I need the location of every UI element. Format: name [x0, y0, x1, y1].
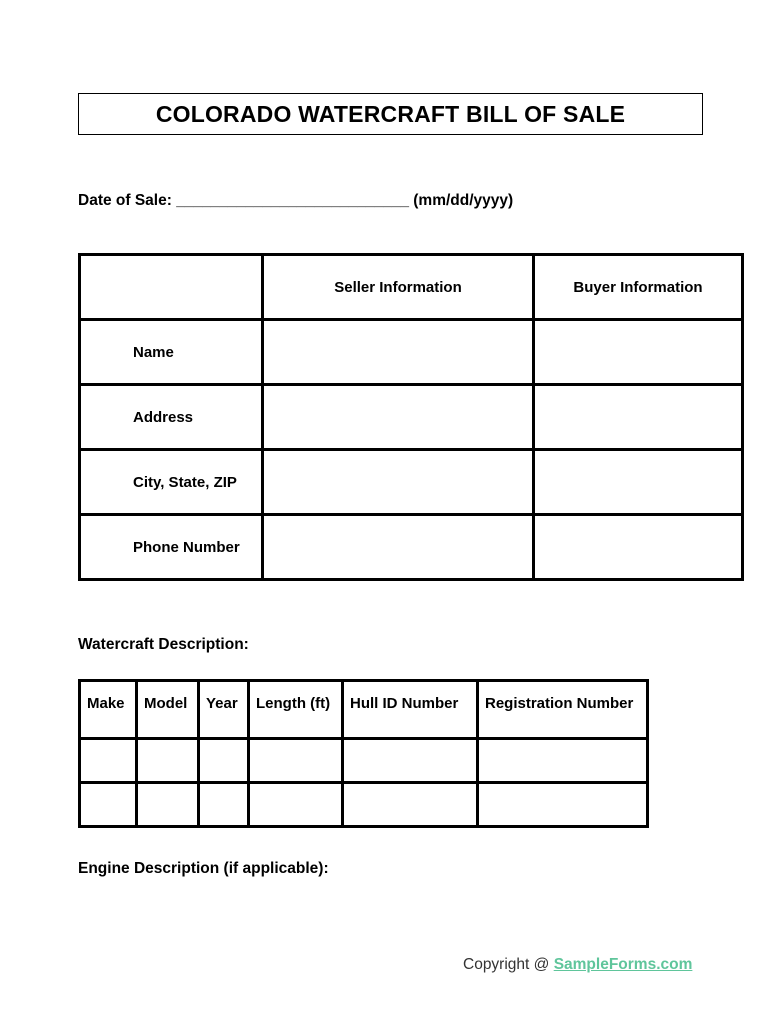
phone-number-row	[80, 515, 743, 580]
model-cell[interactable]	[137, 739, 199, 783]
buyer-information-header: Buyer Information	[534, 255, 743, 320]
parties-corner-cell	[80, 255, 263, 320]
make-header: Make	[80, 681, 137, 739]
hull-id-cell[interactable]	[343, 739, 478, 783]
name-row	[80, 320, 743, 385]
parties-header-row	[80, 255, 743, 320]
copyright-prefix: Copyright @	[463, 956, 554, 973]
phone-number-label: Phone Number	[80, 515, 263, 580]
hull-id-header: Hull ID Number	[343, 681, 478, 739]
make-cell[interactable]	[80, 739, 137, 783]
buyer-name-field[interactable]	[534, 320, 743, 385]
buyer-address-field[interactable]	[534, 385, 743, 450]
parties-table	[78, 253, 744, 581]
watercraft-table	[78, 679, 649, 828]
model-header: Model	[137, 681, 199, 739]
seller-name-field[interactable]	[263, 320, 534, 385]
seller-city-state-zip-field[interactable]	[263, 450, 534, 515]
seller-information-header: Seller Information	[263, 255, 534, 320]
copyright-notice	[463, 956, 692, 974]
buyer-city-state-zip-field[interactable]	[534, 450, 743, 515]
name-label: Name	[80, 320, 263, 385]
registration-number-cell[interactable]	[478, 783, 648, 827]
length-cell[interactable]	[249, 739, 343, 783]
length-cell[interactable]	[249, 783, 343, 827]
date-label: Date of Sale:	[78, 192, 172, 209]
table-row	[80, 783, 648, 827]
year-cell[interactable]	[199, 739, 249, 783]
model-cell[interactable]	[137, 783, 199, 827]
hull-id-cell[interactable]	[343, 783, 478, 827]
watercraft-header-row	[80, 681, 648, 739]
registration-number-cell[interactable]	[478, 739, 648, 783]
address-label: Address	[80, 385, 263, 450]
city-state-zip-row	[80, 450, 743, 515]
registration-number-header: Registration Number	[478, 681, 648, 739]
city-state-zip-label: City, State, ZIP	[80, 450, 263, 515]
watercraft-description-label: Watercraft Description:	[78, 636, 249, 653]
address-row	[80, 385, 743, 450]
year-cell[interactable]	[199, 783, 249, 827]
sampleforms-link[interactable]: SampleForms.com	[553, 956, 693, 973]
make-cell[interactable]	[80, 783, 137, 827]
length-header: Length (ft)	[249, 681, 343, 739]
date-format-hint: (mm/dd/yyyy)	[413, 192, 514, 209]
buyer-phone-field[interactable]	[534, 515, 743, 580]
document-title: COLORADO WATERCRAFT BILL OF SALE	[78, 93, 703, 135]
engine-description-label: Engine Description (if applicable):	[78, 860, 329, 877]
year-header: Year	[199, 681, 249, 739]
date-of-sale-line	[78, 192, 513, 210]
seller-address-field[interactable]	[263, 385, 534, 450]
table-row	[80, 739, 648, 783]
seller-phone-field[interactable]	[263, 515, 534, 580]
date-blank[interactable]: ___________________________	[176, 192, 409, 209]
